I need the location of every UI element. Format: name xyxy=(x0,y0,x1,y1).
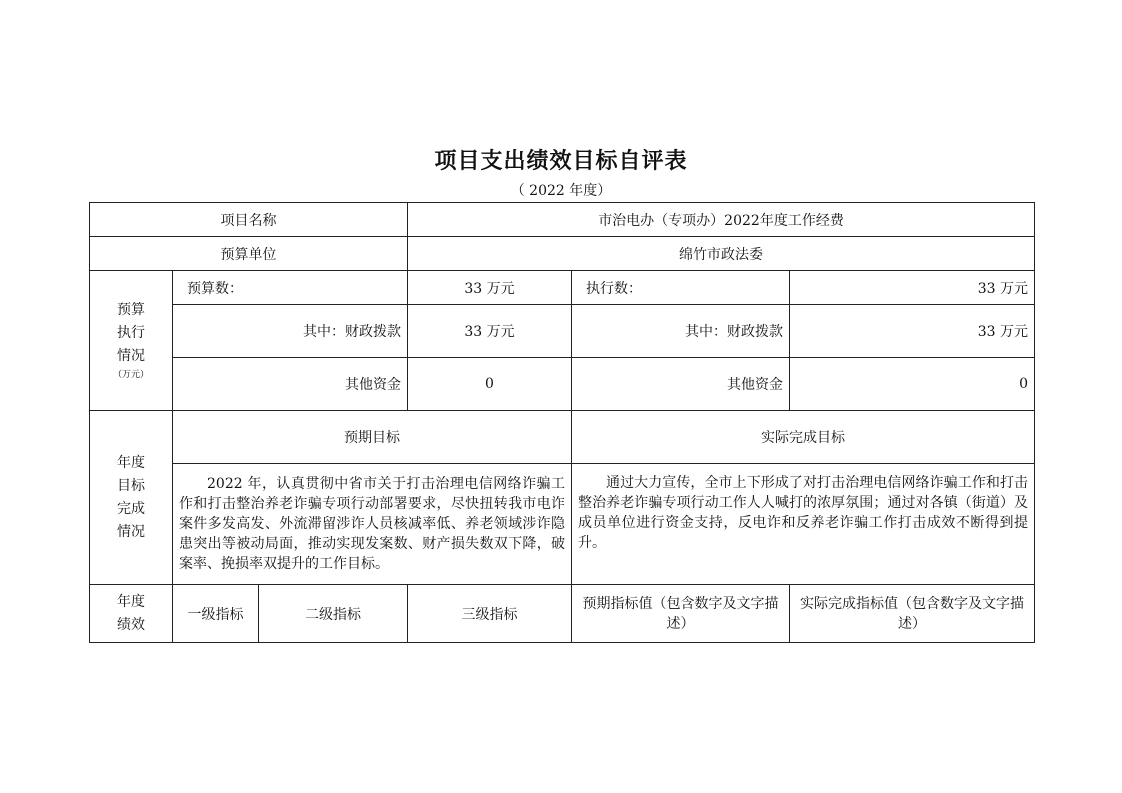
expected-goal-text: 2022 年，认真贯彻中省市关于打击治理电信网络诈骗工作和打击整治养老诈骗专项行动部署要求，尽快扭转我市电诈案件多发高发、外流滞留涉诈人员核减率低、养老领域涉诈隐患突出等被动局面，推动实现发案数、财产损失数双下降，破案率、挽损率双提升的工作目标。 xyxy=(173,464,572,585)
performance-side-label xyxy=(90,585,173,643)
performance-side-text: 年度绩效 xyxy=(116,593,145,633)
expected-indicator-value-header: 预期指标值（包含数字及文字描述） xyxy=(572,585,790,643)
other-label-1: 其他资金 xyxy=(173,358,408,411)
budget-side-unit: （万元） xyxy=(112,370,149,380)
other-funds-row xyxy=(90,358,1035,411)
budget-side-label xyxy=(90,271,173,411)
performance-header-row xyxy=(90,585,1035,643)
level2-indicator-header: 二级指标 xyxy=(259,585,408,643)
project-name-row xyxy=(90,203,1035,237)
budget-amount-label: 预算数： xyxy=(173,271,408,305)
evaluation-table xyxy=(89,202,1035,643)
other-label-2: 其他资金 xyxy=(572,358,790,411)
goals-side-label xyxy=(90,411,173,585)
fiscal-label-2: 其中：财政拨款 xyxy=(572,305,790,358)
budget-amount-row xyxy=(90,271,1035,305)
budget-amount-value: 33 万元 xyxy=(408,271,572,305)
level3-indicator-header: 三级指标 xyxy=(408,585,572,643)
project-name-label: 项目名称 xyxy=(90,203,408,237)
budget-unit-label: 预算单位 xyxy=(90,237,408,271)
actual-indicator-value-header: 实际完成指标值（包含数字及文字描述） xyxy=(790,585,1035,643)
goals-header-row xyxy=(90,411,1035,464)
goals-side-text: 年度目标完成情况 xyxy=(116,454,145,540)
other-value-2: 0 xyxy=(790,358,1035,411)
actual-goal-header: 实际完成目标 xyxy=(572,411,1035,464)
fiscal-label-1: 其中：财政拨款 xyxy=(173,305,408,358)
exec-amount-value: 33 万元 xyxy=(790,271,1035,305)
budget-unit-row xyxy=(90,237,1035,271)
budget-unit-value: 绵竹市政法委 xyxy=(408,237,1035,271)
fiscal-value-1: 33 万元 xyxy=(408,305,572,358)
project-name-value: 市治电办（专项办）2022年度工作经费 xyxy=(408,203,1035,237)
level1-indicator-header: 一级指标 xyxy=(173,585,259,643)
goals-content-row xyxy=(90,464,1035,585)
fiscal-value-2: 33 万元 xyxy=(790,305,1035,358)
expected-goal-header: 预期目标 xyxy=(173,411,572,464)
fiscal-row xyxy=(90,305,1035,358)
budget-side-text: 预算执行情况 xyxy=(116,302,145,364)
other-value-1: 0 xyxy=(408,358,572,411)
exec-amount-label: 执行数： xyxy=(572,271,790,305)
page-title: 项目支出绩效目标自评表 xyxy=(434,149,688,174)
actual-goal-text: 通过大力宣传，全市上下形成了对打击治理电信网络诈骗工作和打击整治养老诈骗专项行动工作人人喊打的浓厚氛围；通过对各镇（街道）及成员单位进行资金支持，反电诈和反养老诈骗工作打击成效不断得到提升。 xyxy=(572,464,1035,585)
year-line: （ 2022 年度） xyxy=(510,183,612,199)
